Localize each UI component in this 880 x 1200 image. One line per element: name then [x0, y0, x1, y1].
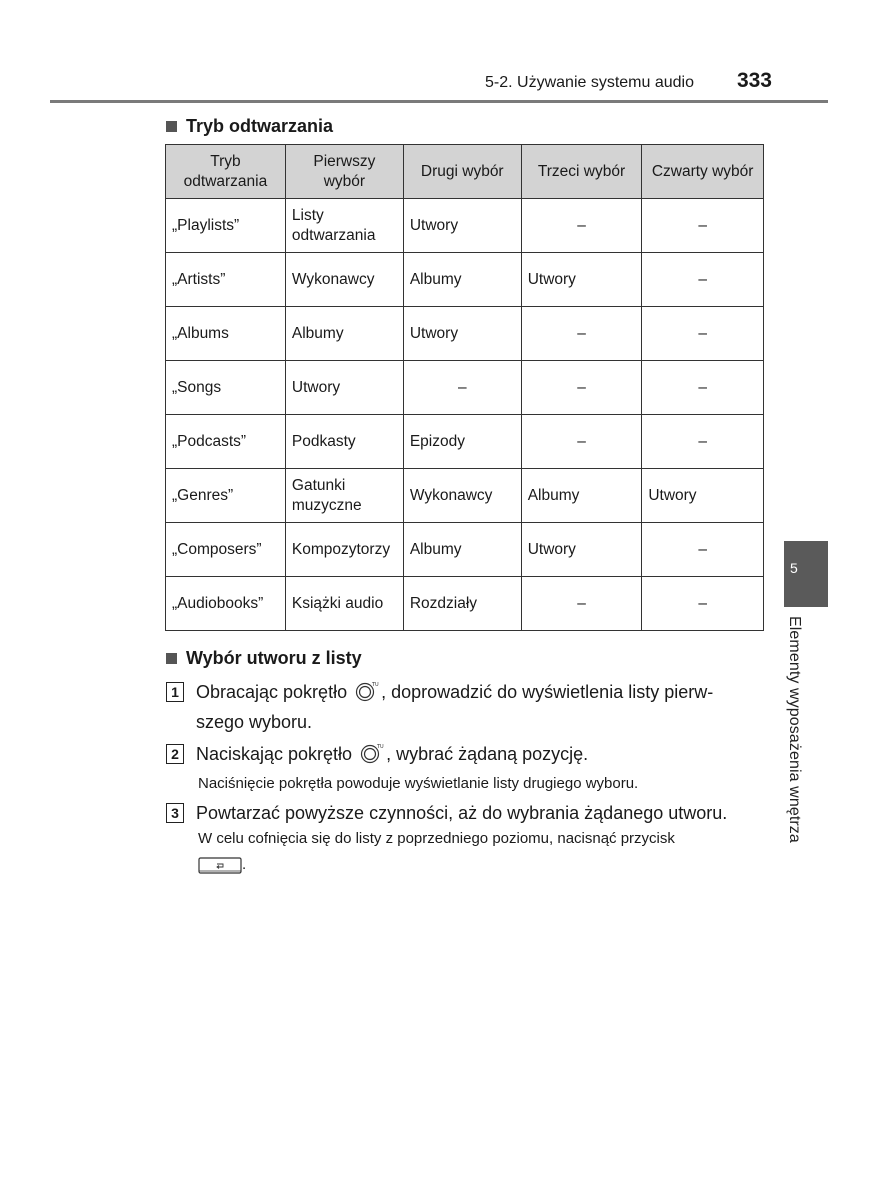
column-header: Trzeci wybór — [521, 145, 642, 199]
tune-knob-icon — [355, 680, 379, 709]
table-cell: Albumy — [403, 253, 521, 307]
table-row — [166, 253, 764, 307]
table-cell: – — [403, 361, 521, 415]
table-cell: Gatunki muzyczne — [285, 469, 403, 523]
column-header: Drugi wybór — [403, 145, 521, 199]
table-cell: Epizody — [403, 415, 521, 469]
step-text: Obracając pokrętło — [196, 682, 348, 702]
column-header: Tryb odtwarzania — [166, 145, 286, 199]
section-heading-text: Wybór utworu z listy — [186, 648, 362, 668]
table-cell: – — [642, 577, 764, 631]
table-cell: Podkasty — [285, 415, 403, 469]
square-bullet-icon — [166, 121, 177, 132]
step-text: , doprowadzić do wyświetlenia listy pierw- — [381, 682, 714, 702]
playback-mode-table — [165, 144, 764, 631]
table-cell: – — [521, 415, 642, 469]
table-cell: – — [521, 199, 642, 253]
table-cell: – — [642, 523, 764, 577]
table-cell: – — [521, 307, 642, 361]
table-header-row — [166, 145, 764, 199]
table-cell: Utwory — [642, 469, 764, 523]
table-row — [166, 469, 764, 523]
step-3-note — [166, 826, 766, 884]
back-button-icon — [198, 855, 242, 884]
chapter-number: 5 — [790, 560, 798, 576]
chapter-title-vertical: Elementy wyposażenia wnętrza — [786, 616, 803, 843]
table-cell: „Podcasts” — [166, 415, 286, 469]
column-header: Czwarty wybór — [642, 145, 764, 199]
step-1 — [166, 679, 766, 735]
step-text: Powtarzać powyższe czynności, aż do wybrania żądanego utworu. — [196, 803, 728, 823]
tune-knob-icon — [360, 742, 384, 771]
table-cell: „Songs — [166, 361, 286, 415]
svg-text:TUNE: TU — [372, 682, 379, 688]
section-heading-text: Tryb odtwarzania — [186, 116, 334, 136]
table-cell: – — [642, 307, 764, 361]
table-cell: „Playlists” — [166, 199, 286, 253]
table-cell: „Genres” — [166, 469, 286, 523]
step-number: 1 — [166, 682, 184, 702]
step-text: , wybrać żądaną pozycję. — [386, 744, 589, 764]
column-header: Pierwszy wybór — [285, 145, 403, 199]
table-cell: Utwory — [521, 253, 642, 307]
table-cell: Książki audio — [285, 577, 403, 631]
table-cell: – — [521, 577, 642, 631]
table-cell: – — [642, 415, 764, 469]
table-cell: Wykonawcy — [285, 253, 403, 307]
table-cell: – — [642, 199, 764, 253]
table-cell: „Albums — [166, 307, 286, 361]
table-row — [166, 523, 764, 577]
step-number: 3 — [166, 803, 184, 823]
table-row — [166, 577, 764, 631]
step-3 — [166, 800, 766, 826]
table-cell: Albumy — [285, 307, 403, 361]
step-text: Naciskając pokrętło — [196, 744, 353, 764]
table-cell: Rozdziały — [403, 577, 521, 631]
step-2 — [166, 741, 766, 771]
table-cell: Utwory — [403, 307, 521, 361]
section-heading-playback-mode — [166, 116, 333, 137]
table-cell: Listy odtwarzania — [285, 199, 403, 253]
step-number: 2 — [166, 744, 184, 764]
header-rule — [50, 100, 828, 103]
table-cell: Kompozytorzy — [285, 523, 403, 577]
table-row — [166, 307, 764, 361]
chapter-tab — [784, 541, 828, 607]
steps-list — [166, 679, 766, 884]
section-heading-track-selection — [166, 648, 362, 669]
table-row — [166, 199, 764, 253]
table-cell: Albumy — [403, 523, 521, 577]
header-section-title: 5-2. Używanie systemu audio — [485, 74, 694, 91]
table-cell: Utwory — [521, 523, 642, 577]
table-cell: Utwory — [403, 199, 521, 253]
page-header — [50, 66, 828, 100]
note-text: . — [242, 856, 247, 873]
step-text: szego wyboru. — [196, 712, 313, 732]
square-bullet-icon — [166, 653, 177, 664]
table-row — [166, 361, 764, 415]
table-cell: – — [642, 361, 764, 415]
step-2-note: Naciśnięcie pokrętła powoduje wyświetlanie listy drugiego wyboru. — [198, 775, 639, 792]
table-cell: „Audiobooks” — [166, 577, 286, 631]
table-cell: Wykonawcy — [403, 469, 521, 523]
svg-text:TUNE: TU — [377, 744, 384, 750]
table-cell: – — [642, 253, 764, 307]
table-cell: „Composers” — [166, 523, 286, 577]
table-cell: „Artists” — [166, 253, 286, 307]
table-cell: – — [521, 361, 642, 415]
table-cell: Utwory — [285, 361, 403, 415]
page-number: 333 — [736, 69, 772, 92]
note-text: W celu cofnięcia się do listy z poprzedniego poziomu, nacisnąć przycisk — [198, 830, 675, 847]
table-row — [166, 415, 764, 469]
table-cell: Albumy — [521, 469, 642, 523]
